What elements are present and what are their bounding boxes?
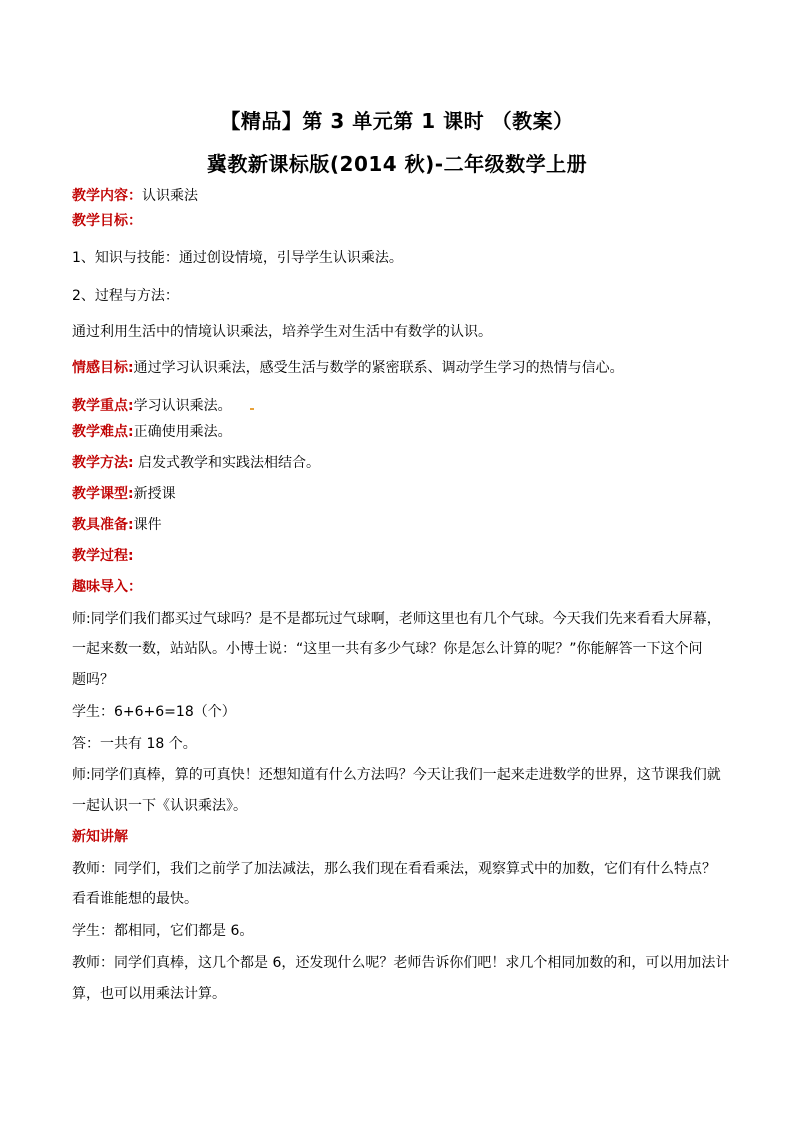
document-title: 【精品】第 3 单元第 1 课时 （教案） bbox=[220, 109, 574, 133]
student-answer-2: 学生：都相同，它们都是 6。 bbox=[72, 923, 254, 939]
goal-process-text: 通过利用生活中的情境认识乘法，培养学生对生活中有数学的认识。 bbox=[72, 324, 492, 340]
goal-knowledge: 1、知识与技能：通过创设情境，引导学生认识乘法。 bbox=[72, 250, 403, 266]
document-subtitle: 冀教新课标版(2014 秋)-二年级数学上册 bbox=[206, 152, 588, 176]
student-answer-1: 学生：6+6+6=18（个） bbox=[72, 704, 236, 720]
new-paragraph2-line-1: 教师：同学们真棒，这几个都是 6，还发现什么呢？老师告诉你们吧！求几个相同加数的和，可以用加法计 bbox=[72, 955, 730, 971]
process-label: 教学过程: bbox=[72, 548, 134, 564]
intro-paragraph-line-2: 一起来数一数，站站队。小博士说：“这里一共有多少气球？你是怎么计算的呢？”你能解答一下这个问 bbox=[72, 641, 703, 657]
method-value: 启发式教学和实践法相结合。 bbox=[133, 455, 321, 471]
intro-paragraph2-line-1: 师:同学们真棒，算的可真快！还想知道有什么方法吗？今天让我们一起来走进数学的世界，这节课我们就 bbox=[72, 767, 721, 783]
new-paragraph-line-1: 教师：同学们，我们之前学了加法减法，那么我们现在看看乘法，观察算式中的加数，它们有什么特点？ bbox=[72, 861, 716, 877]
intro-label: 趣味导入： bbox=[72, 579, 142, 595]
teaching-content-label: 教学内容： bbox=[72, 188, 142, 204]
key-point-value: 学习认识乘法。 bbox=[133, 398, 232, 414]
intro-paragraph-line-3: 题吗？ bbox=[72, 672, 114, 688]
lesson-type-label: 教学课型: bbox=[72, 486, 134, 502]
goal-process-heading: 2、过程与方法： bbox=[72, 288, 179, 304]
difficulty-value: 正确使用乘法。 bbox=[133, 424, 232, 440]
answer-1: 答：一共有 18 个。 bbox=[72, 736, 197, 752]
key-point-label: 教学重点: bbox=[72, 398, 134, 414]
difficulty-line bbox=[72, 422, 732, 442]
materials-line bbox=[72, 515, 732, 535]
intro-paragraph2-line-2: 一起认识一下《认识乘法》。 bbox=[72, 798, 247, 814]
new-knowledge-label: 新知讲解 bbox=[72, 829, 128, 845]
materials-label: 教具准备: bbox=[72, 517, 134, 533]
emotion-goal-label: 情感目标: bbox=[72, 360, 134, 376]
stray-mark bbox=[250, 408, 254, 410]
lesson-type-value: 新授课 bbox=[133, 486, 176, 502]
intro-paragraph-line-1: 师:同学们我们都买过气球吗？是不是都玩过气球啊，老师这里也有几个气球。今天我们先来看看大屏幕， bbox=[72, 611, 721, 627]
new-paragraph2-line-2: 算，也可以用乘法计算。 bbox=[72, 986, 226, 1002]
method-line bbox=[72, 453, 732, 473]
teaching-goals-label: 教学目标： bbox=[72, 213, 142, 229]
teaching-content-line bbox=[72, 186, 732, 206]
emotion-goal-line bbox=[72, 358, 732, 378]
teaching-content-value: 认识乘法 bbox=[142, 188, 198, 204]
key-point-line bbox=[72, 396, 732, 416]
new-paragraph-line-2: 看看谁能想的最快。 bbox=[72, 891, 198, 907]
materials-value: 课件 bbox=[133, 517, 162, 533]
method-label: 教学方法: bbox=[72, 455, 134, 471]
difficulty-label: 教学难点: bbox=[72, 424, 134, 440]
lesson-type-line bbox=[72, 484, 732, 504]
emotion-goal-value: 通过学习认识乘法，感受生活与数学的紧密联系、调动学生学习的热情与信心。 bbox=[133, 360, 624, 376]
